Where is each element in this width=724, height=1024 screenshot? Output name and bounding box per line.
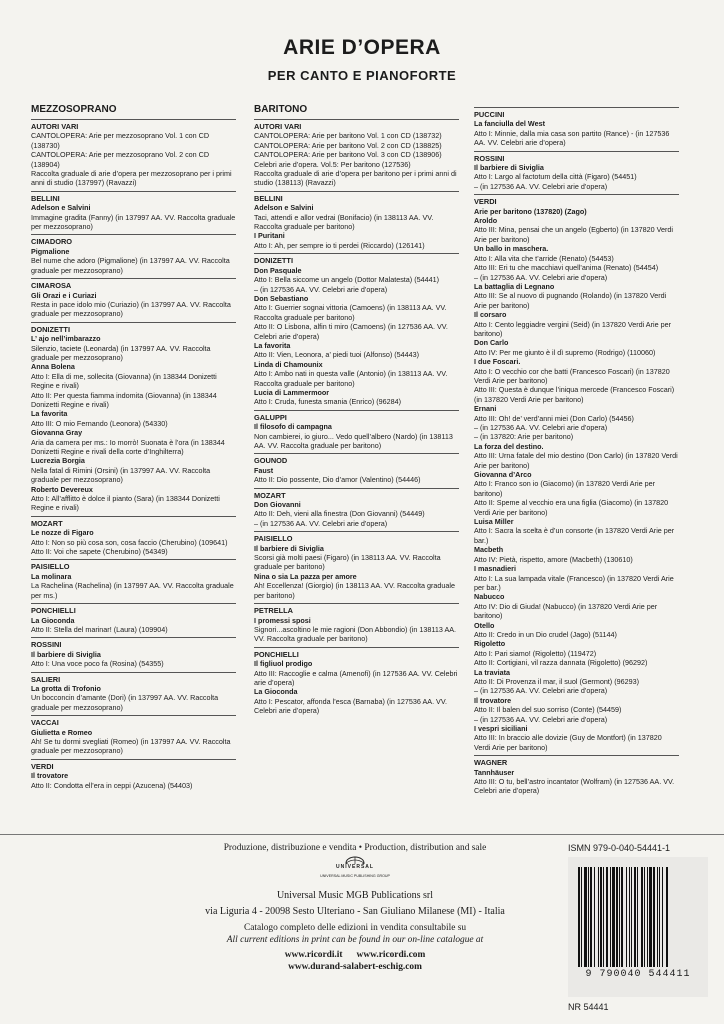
composer-heading: VACCAI bbox=[31, 715, 236, 727]
barcode-bar bbox=[634, 867, 636, 967]
aria-entry: Resta in pace idolo mio (Curiazio) (in 137997 AA. VV. Raccolta graduale per mezzosoprano) bbox=[31, 299, 231, 319]
aria-entry: Atto I: Pari siamo! (Rigoletto) (119472) bbox=[474, 648, 597, 658]
composer-heading: ROSSINI bbox=[474, 151, 679, 163]
aria-entry: – (in 127536 AA. VV. Celebri arie d’opera) bbox=[474, 714, 608, 724]
aria-entry: Atto I: Guerrier sognai vittoria (Camoens) (in 138113 AA. VV. Raccolta graduale per baritono) bbox=[254, 303, 447, 322]
aria-entry: Atto I: Franco son io (Giacomo) (in 137820 Verdi Arie per baritono) bbox=[474, 479, 655, 498]
publisher-name: Universal Music MGB Publications srl bbox=[276, 890, 434, 901]
aria-entry: CANTOLOPERA: Arie per baritono Vol. 2 con CD (138825) bbox=[254, 140, 442, 150]
aria-entry: Atto II: Il balen del suo sorriso (Conte) (54459) bbox=[474, 705, 622, 715]
opera-title: Il barbiere di Siviglia bbox=[254, 543, 324, 553]
opera-title: Il trovatore bbox=[31, 771, 69, 781]
opera-title: Il trovatore bbox=[474, 695, 512, 705]
aria-entry: Atto II: Per questa fiamma indomita (Giovanna) (in 138344 Donizetti Regine e rivali) bbox=[31, 390, 217, 409]
opera-title: Faust bbox=[254, 465, 274, 475]
composer-heading: PAISIELLO bbox=[31, 559, 236, 571]
aria-entry: CANTOLOPERA: Arie per mezzosoprano Vol. 1 con CD (138730) bbox=[31, 131, 210, 150]
barcode-block bbox=[568, 837, 708, 1017]
barcode-bar bbox=[649, 867, 652, 967]
aria-entry: Atto III: O tu, bell’astro incantator (Wolfram) (in 127536 AA. VV. Celebri arie d’opera) bbox=[474, 777, 675, 796]
composer-heading: DONIZETTI bbox=[31, 322, 236, 334]
aria-entry: Atto I: Sacra la scelta è d’un consorte (in 137820 Verdi Arie per bar.) bbox=[474, 526, 675, 545]
opera-title: Luisa Miller bbox=[474, 517, 514, 527]
opera-title: Linda di Chamounix bbox=[254, 359, 323, 369]
composer-heading: PONCHIELLI bbox=[254, 647, 459, 659]
aria-entry: Atto III: Questa è dunque l’iniqua mercede (Francesco Foscari) (in 137820 Verdi Arie per baritono) bbox=[474, 385, 675, 404]
aria-entry: Atto I: Cento leggiadre vergini (Seid) (in 137820 Verdi Arie per baritono) bbox=[474, 319, 671, 338]
aria-entry: Atto III: Mina, pensai che un angelo (Egberto) (in 137820 Verdi Arie per baritono) bbox=[474, 225, 673, 244]
composer-heading: PETRELLA bbox=[254, 603, 459, 615]
opera-title: Otello bbox=[474, 620, 495, 630]
opera-title: Roberto Devereux bbox=[31, 484, 93, 494]
opera-title: Adelson e Salvini bbox=[254, 203, 314, 213]
composer-heading: CIMAROSA bbox=[31, 278, 236, 290]
barcode-bar bbox=[626, 867, 627, 967]
opera-title: Tannhäuser bbox=[474, 767, 515, 777]
aria-entry: Atto IV: Per me giunto è il dì supremo (Rodrigo) (110060) bbox=[474, 347, 656, 357]
barcode-bar bbox=[631, 867, 632, 967]
opera-title: Il barbiere di Siviglia bbox=[474, 163, 544, 173]
aria-entry: Atto II: Stella del marinar! (Laura) (109904) bbox=[31, 624, 168, 634]
aria-entry: Atto I: Non so più cosa son, cosa faccio (Cherubino) (109641) bbox=[31, 537, 228, 547]
publisher-address: via Liguria 4 - 20098 Sesto Ulteriano - San Giuliano Milanese (MI) - Italia bbox=[205, 906, 505, 917]
catalogue-it: Catalogo completo delle edizioni in vendita consultabile su bbox=[243, 923, 467, 933]
barcode-bar bbox=[647, 867, 648, 967]
barcode-bar bbox=[610, 867, 611, 967]
aria-entry: Aria da camera per ms.: Io morrò! Suonata è l’ora (in 138344 Donizetti Regine e rivali della corte d’Inghilterra) bbox=[31, 437, 225, 456]
opera-title: Aroldo bbox=[474, 216, 498, 226]
section-title-baritono: BARITONO bbox=[254, 104, 308, 115]
aria-entry: Atto III: In braccio alle dovizie (Guy de Montfort) (in 137820 Verdi Arie per baritono) bbox=[474, 733, 662, 752]
aria-entry: Atto II: Voi che sapete (Cherubino) (54349) bbox=[31, 547, 168, 557]
footer-divider bbox=[0, 834, 724, 835]
aria-entry: – (in 127536 AA. VV. Celebri arie d’opera) bbox=[254, 518, 388, 528]
aria-entry: Bel nume che adoro (Pigmalione) (in 137997 AA. VV. Raccolta graduale per mezzosoprano) bbox=[31, 256, 230, 275]
aria-entry: Atto III: Raccoglie e calma (Amenofi) (in 127536 AA. VV. Celebri arie d’opera) bbox=[254, 668, 458, 687]
aria-entry: – (in 127536 AA. VV. Celebri arie d’opera) bbox=[474, 272, 608, 282]
aria-entry: Silenzio, taciete (Leonarda) (in 137997 AA. VV. Raccolta graduale per mezzosoprano) bbox=[31, 343, 211, 362]
aria-entry: Atto I: Bella siccome un angelo (Dottor Malatesta) (54441) bbox=[254, 275, 439, 285]
opera-title: Il corsaro bbox=[474, 310, 507, 320]
barcode-bar bbox=[612, 867, 615, 967]
composer-heading: AUTORI VARI bbox=[254, 119, 459, 131]
aria-entry: Atto I: Minnie, dalla mia casa son partito (Rance) - (in 127536 AA. VV. Celebri arie d’opera) bbox=[474, 128, 670, 148]
barcode-bar bbox=[662, 867, 663, 967]
aria-entry: Taci, attendi e allor vedrai (Bonifacio) (in 138113 AA. VV. Raccolta graduale per baritono) bbox=[254, 212, 434, 232]
aria-entry: Atto I: Largo al factotum della città (Figaro) (54451) bbox=[474, 172, 637, 182]
opera-title: L’ ajo nell’imbarazzo bbox=[31, 334, 101, 344]
aria-entry: Celebri arie d’opera. Vol.5: Per baritono (127536) bbox=[254, 159, 411, 169]
opera-title: La grotta di Trofonio bbox=[31, 683, 101, 693]
aria-entry: Signori...ascoltino le mie ragioni (Don Abbondio) (in 138113 AA. VV. Raccolta graduale per baritono) bbox=[254, 624, 457, 644]
barcode-bar bbox=[637, 867, 638, 967]
catalog-number: NR 54441 bbox=[568, 1002, 609, 1012]
barcode-bar bbox=[657, 867, 658, 967]
aria-entry: Ah! Se tu dormi svegliati (Romeo) (in 137997 AA. VV. Raccolta graduale per mezzosoprano) bbox=[31, 736, 231, 756]
barcode-bar bbox=[644, 867, 645, 967]
composer-heading: ROSSINI bbox=[31, 637, 236, 649]
barcode-bar bbox=[594, 867, 595, 967]
aria-entry: Atto II: Vien, Leonora, a’ piedi tuoi (Alfonso) (54443) bbox=[254, 350, 420, 360]
production-line: Produzione, distribuzione e vendita • Production, distribution and sale bbox=[223, 843, 487, 853]
aria-entry: Atto IV: Pietà, rispetto, amore (Macbeth) (130610) bbox=[474, 554, 633, 564]
opera-title: Nabucco bbox=[474, 592, 505, 602]
ismn-number: ISMN 979-0-040-54441-1 bbox=[568, 843, 671, 853]
aria-entry: Atto I: Cruda, funesta smania (Enrico) (96284) bbox=[254, 397, 402, 407]
catalog-list-3 bbox=[474, 107, 679, 796]
column-mezzosoprano bbox=[31, 104, 236, 790]
aria-entry: La Rachelina (Rachelina) (in 137997 AA. VV. Raccolta graduale per ms.) bbox=[31, 581, 234, 600]
barcode-bar bbox=[629, 867, 630, 967]
aria-entry: Atto II: Cortigiani, vil razza dannata (Rigoletto) (96292) bbox=[474, 658, 648, 668]
logo-tagline: UNIVERSAL MUSIC PUBLISHING GROUP bbox=[320, 874, 390, 878]
opera-title: I vespri siciliani bbox=[474, 724, 528, 733]
barcode-bar bbox=[578, 867, 580, 967]
aria-entry: Immagine gradita (Fanny) (in 137997 AA. VV. Raccolta graduale per mezzosoprano) bbox=[31, 212, 236, 232]
barcode-digits: 9 790040 544411 bbox=[585, 969, 691, 980]
composer-heading: GALUPPI bbox=[254, 410, 459, 422]
aria-entry: Atto III: Urna fatale del mio destino (Don Carlo) (in 137820 Verdi Arie per baritono) bbox=[474, 451, 678, 470]
barcode-bar bbox=[666, 867, 668, 967]
opera-title: I promessi sposi bbox=[254, 615, 311, 625]
aria-entry: – (in 127536 AA. VV. Celebri arie d’opera) bbox=[474, 423, 608, 432]
aria-entry: Scorsi già molti paesi (Figaro) (in 138113 AA. VV. Raccolta graduale per baritono) bbox=[254, 553, 441, 572]
aria-entry: Atto II: Di Provenza il mar, il suol (Germont) (96293) bbox=[474, 676, 639, 686]
opera-title: I due Foscari. bbox=[474, 357, 521, 367]
composer-heading: GOUNOD bbox=[254, 453, 459, 465]
page-subtitle: PER CANTO E PIANOFORTE bbox=[267, 68, 457, 83]
opera-title: Don Giovanni bbox=[254, 500, 301, 510]
opera-title: La fanciulla del West bbox=[474, 119, 545, 129]
aria-entry: Raccolta graduale di arie d’opera per mezzosoprano per i primi anni di studio (137997) (Ravazzi) bbox=[31, 169, 232, 188]
opera-title: Il filosofo di campagna bbox=[254, 422, 332, 432]
aria-entry: Non cambierei, io giuro... Vedo quell’albero (Nardo) (in 138113 AA. VV. Raccolta graduale per baritono) bbox=[254, 431, 453, 450]
aria-entry: CANTOLOPERA: Arie per baritono Vol. 3 con CD (138906) bbox=[254, 150, 442, 160]
barcode-bar bbox=[621, 867, 623, 967]
composer-heading: DONIZETTI bbox=[254, 253, 459, 265]
aria-entry: Atto I: O vecchio cor che batti (Francesco Foscari) (in 137820 Verdi Arie per baritono) bbox=[474, 366, 670, 385]
aria-entry: CANTOLOPERA: Arie per baritono Vol. 1 con CD (138732) bbox=[254, 131, 442, 141]
opera-title: La favorita bbox=[31, 409, 68, 419]
barcode-bar bbox=[600, 867, 602, 967]
barcode-bar bbox=[588, 867, 589, 967]
aria-entry: Atto III: Oh! de’ verd’anni miei (Don Carlo) (54456) bbox=[474, 413, 634, 423]
opera-title: La Gioconda bbox=[254, 687, 298, 697]
aria-entry: Atto II: Condotta ell’era in ceppi (Azucena) (54403) bbox=[31, 780, 193, 790]
composer-heading: MOZART bbox=[31, 516, 236, 528]
website-links-ricordi[interactable]: www.ricordi.it www.ricordi.com bbox=[284, 950, 426, 960]
opera-title: La molinara bbox=[31, 571, 72, 581]
aria-entry: Atto I: Ah, per sempre io ti perdei (Riccardo) (126141) bbox=[254, 240, 425, 250]
composer-heading: SALIERI bbox=[31, 672, 236, 684]
section-title-mezzosoprano: MEZZOSOPRANO bbox=[31, 104, 117, 115]
barcode-bar bbox=[653, 867, 655, 967]
aria-entry: Atto I: Ella di me, sollecita (Giovanna) (in 138344 Donizetti Regine e rivali) bbox=[31, 371, 217, 391]
opera-title: Don Pasquale bbox=[254, 265, 302, 275]
opera-title: Don Carlo bbox=[474, 338, 509, 348]
composer-heading: MOZART bbox=[254, 488, 459, 500]
opera-title: Le nozze di Figaro bbox=[31, 528, 94, 538]
catalogue-en: All current editions in print can be found in our on-line catalogue at bbox=[226, 935, 484, 945]
page-title: ARIE D’OPERA bbox=[283, 36, 441, 59]
barcode-bar bbox=[581, 867, 582, 967]
aria-entry: – (in 127536 AA. VV. Celebri arie d’opera) bbox=[254, 284, 388, 294]
opera-title: La battaglia di Legnano bbox=[474, 281, 555, 291]
barcode-icon bbox=[578, 867, 700, 967]
opera-title: Macbeth bbox=[474, 545, 504, 555]
aria-entry: Un bocconcin d’amante (Dori) (in 137997 AA. VV. Raccolta graduale per mezzosoprano) bbox=[31, 693, 219, 712]
aria-entry: Atto II: Dio possente, Dio d’amor (Valentino) (54446) bbox=[254, 475, 421, 485]
aria-entry: Ah! Eccellenza! (Giorgio) (in 138113 AA. VV. Raccolta graduale per baritono) bbox=[254, 581, 455, 600]
aria-entry: Raccolta graduale di arie d’opera per baritono per i primi anni di studio (138113) (Ravazzi) bbox=[254, 169, 457, 188]
aria-entry: CANTOLOPERA: Arie per mezzosoprano Vol. 2 con CD (138904) bbox=[31, 150, 210, 169]
opera-title: Giovanna d’Arco bbox=[474, 470, 532, 480]
opera-title: Giulietta e Romeo bbox=[31, 727, 93, 737]
composer-heading: PAISIELLO bbox=[254, 531, 459, 543]
composer-heading: PUCCINI bbox=[474, 107, 679, 119]
barcode-bar bbox=[641, 867, 643, 967]
opera-title: Anna Bolena bbox=[31, 362, 75, 372]
catalog-list-2 bbox=[254, 119, 459, 716]
universal-music-logo bbox=[318, 854, 392, 884]
opera-title: Lucia di Lammermoor bbox=[254, 387, 330, 397]
aria-entry: Atto I: Pescator, affonda l’esca (Barnaba) (in 127536 AA. VV. Celebri arie d’opera) bbox=[254, 696, 447, 716]
website-link-durand[interactable]: www.durand-salabert-eschig.com bbox=[288, 962, 422, 972]
opera-title: La favorita bbox=[254, 340, 291, 350]
aria-entry: Atto II: Deh, vieni alla finestra (Don Giovanni) (54449) bbox=[254, 509, 425, 519]
column-baritono bbox=[254, 104, 459, 716]
barcode-bar bbox=[659, 867, 660, 967]
opera-title: Giovanna Gray bbox=[31, 428, 83, 438]
opera-title: Un ballo in maschera. bbox=[474, 244, 549, 254]
aria-entry: – (in 137820: Arie per baritono) bbox=[474, 432, 574, 442]
logo-wordmark: UNIVERSAL bbox=[318, 864, 392, 870]
opera-title: Il barbiere di Siviglia bbox=[31, 649, 101, 659]
aria-entry: Nella fatal di Rimini (Orsini) (in 137997 AA. VV. Raccolta graduale per mezzosoprano) bbox=[31, 465, 211, 485]
opera-title: Rigoletto bbox=[474, 639, 506, 649]
opera-title: La traviata bbox=[474, 667, 510, 677]
aria-entry: Atto III: Se al nuovo di pugnando (Rolando) (in 137820 Verdi Arie per baritono) bbox=[474, 291, 667, 310]
barcode-bar bbox=[606, 867, 608, 967]
opera-title: La Gioconda bbox=[31, 615, 75, 625]
composer-heading: VERDI bbox=[474, 194, 679, 206]
opera-title: Nina o sia La pazza per amore bbox=[254, 571, 357, 581]
opera-title: Don Sebastiano bbox=[254, 293, 309, 303]
composer-heading: PONCHIELLI bbox=[31, 603, 236, 615]
composer-heading: CIMADORO bbox=[31, 234, 236, 246]
aria-entry: Atto III: O mio Fernando (Leonora) (54330) bbox=[31, 418, 168, 428]
aria-entry: – (in 127536 AA. VV. Celebri arie d’opera) bbox=[474, 686, 608, 696]
aria-entry: Atto I: Alla vita che t’arride (Renato) (54453) bbox=[474, 253, 614, 263]
composer-heading: WAGNER bbox=[474, 755, 679, 767]
aria-entry: Atto I: All’afflitto è dolce il pianto (Sara) (in 138344 Donizetti Regine e rivali) bbox=[31, 494, 220, 513]
opera-title: I Puritani bbox=[254, 231, 285, 241]
aria-entry: Atto I: Una voce poco fa (Rosina) (54355) bbox=[31, 659, 164, 669]
aria-entry: Atto IV: Dio di Giuda! (Nabucco) (in 137820 Verdi Arie per baritono) bbox=[474, 601, 658, 621]
aria-entry: Atto II: O Lisbona, alfin ti miro (Camoens) (in 127536 AA. VV. Celebri arie d’opera) bbox=[254, 322, 448, 341]
barcode-bar bbox=[590, 867, 592, 967]
composer-heading: VERDI bbox=[31, 759, 236, 771]
opera-title: Gli Orazi e i Curiazi bbox=[31, 290, 97, 300]
barcode-bar bbox=[616, 867, 618, 967]
opera-title: Adelson e Salvini bbox=[31, 203, 91, 213]
aria-entry: Atto II: Credo in un Dio crudel (Jago) (51144) bbox=[474, 629, 617, 639]
opera-title: I masnadieri bbox=[474, 564, 516, 574]
aria-entry: Atto I: La sua lampada vitale (Francesco) (in 137820 Verdi Arie per bar.) bbox=[474, 573, 674, 592]
opera-title: Ernani bbox=[474, 404, 497, 414]
opera-title: Il figliuol prodigo bbox=[254, 659, 313, 669]
barcode-bar bbox=[598, 867, 599, 967]
composer-heading: BELLINI bbox=[31, 191, 236, 203]
barcode-bar bbox=[603, 867, 604, 967]
opera-title: La forza del destino. bbox=[474, 441, 544, 451]
aria-entry: Atto II: Speme al vecchio era una figlia (Giacomo) (in 137820 Verdi Arie per baritono) bbox=[474, 498, 669, 517]
composer-heading: AUTORI VARI bbox=[31, 119, 236, 131]
barcode-bar bbox=[584, 867, 587, 967]
aria-entry: – (in 127536 AA. VV. Celebri arie d’opera) bbox=[474, 181, 608, 191]
barcode-bar bbox=[619, 867, 620, 967]
opera-title: Pigmalione bbox=[31, 246, 70, 256]
column-baritono-continued bbox=[474, 104, 679, 796]
aria-entry: Atto I: Ambo nati in questa valle (Antonio) (in 138113 AA. VV. Raccolta graduale per baritono) bbox=[254, 369, 448, 388]
composer-heading: BELLINI bbox=[254, 191, 459, 203]
aria-entry: Atto III: Eri tu che macchiavi quell’anima (Renato) (54454) bbox=[474, 263, 659, 273]
opera-title: Arie per baritono (137820) (Zago) bbox=[474, 206, 587, 216]
catalog-list-1 bbox=[31, 119, 236, 790]
opera-title: Lucrezia Borgia bbox=[31, 456, 85, 466]
